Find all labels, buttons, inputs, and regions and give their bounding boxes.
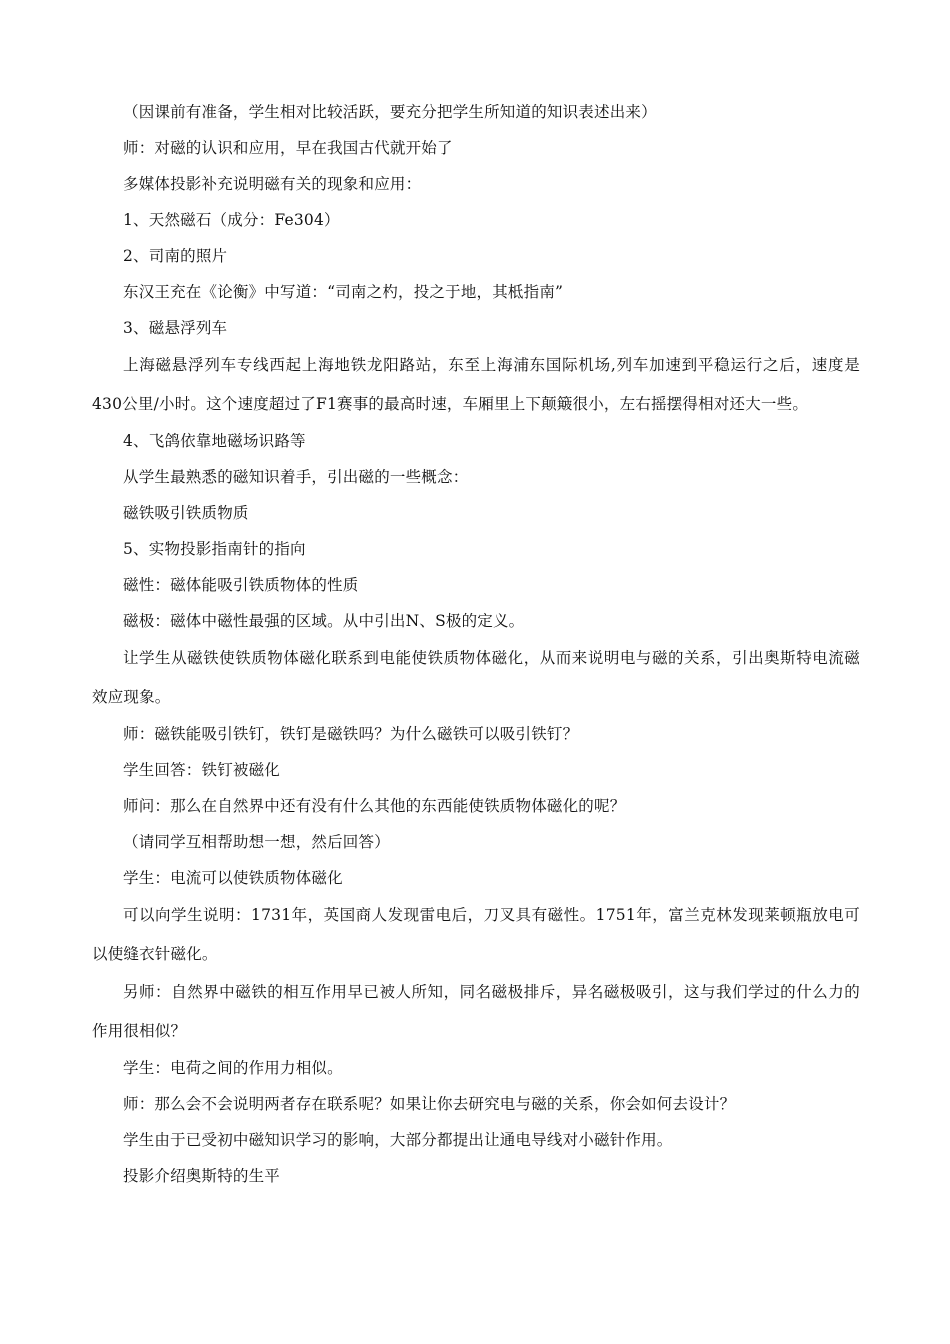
paragraph-concepts: 从学生最熟悉的磁知识着手，引出磁的一些概念：: [123, 468, 469, 486]
paragraph-item-2: 2、司南的照片: [123, 247, 228, 265]
paragraph-student-charge: 学生：电荷之间的作用力相似。: [123, 1059, 343, 1077]
paragraph-student-design: 学生由于已受初中磁知识学习的影响，大部分都提出让通电导线对小磁针作用。: [123, 1131, 673, 1149]
paragraph-teacher-question: 师：磁铁能吸引铁钉，铁钉是磁铁吗？为什么磁铁可以吸引铁钉？: [123, 725, 579, 743]
paragraph-teacher-asks: 师问：那么在自然界中还有没有什么其他的东西能使铁质物体磁化的呢？: [123, 797, 626, 815]
paragraph-student-answer: 学生回答：铁钉被磁化: [123, 761, 281, 779]
paragraph-item-4: 4、飞鸽依靠地磁场识路等: [123, 432, 306, 450]
paragraph-history: 可以向学生说明：1731年，英国商人发现雷电后，刀叉具有磁性。1751年，富兰克林发现莱顿瓶放电可以使缝衣针磁化。: [92, 906, 860, 963]
paragraph-pole-def: 磁极：磁体中磁性最强的区域。从中引出N、S极的定义。: [123, 612, 525, 630]
paragraph-teacher-force: 另师：自然界中磁铁的相互作用早已被人所知，同名磁极排斥，异名磁极吸引，这与我们学过的什么力的作用很相似？: [92, 983, 860, 1040]
paragraph-teacher-design: 师：那么会不会说明两者存在联系呢？如果让你去研究电与磁的关系，你会如何去设计？: [123, 1095, 736, 1113]
paragraph-magnet-attracts: 磁铁吸引铁质物质: [123, 504, 249, 522]
paragraph-item-1: 1、天然磁石（成分：Fe304）: [123, 211, 340, 229]
paragraph-item-5: 5、实物投影指南针的指向: [123, 540, 306, 558]
paragraph-oersted-link: 让学生从磁铁使铁质物体磁化联系到电能使铁质物体磁化，从而来说明电与磁的关系，引出奥斯特电流磁效应现象。: [92, 649, 860, 706]
paragraph-discussion-note: （请同学互相帮助想一想，然后回答）: [123, 833, 390, 851]
paragraph-magnetism-def: 磁性：磁体能吸引铁质物体的性质: [123, 576, 359, 594]
paragraph-prep-note: （因课前有准备，学生相对比较活跃，要充分把学生所知道的知识表述出来）: [123, 103, 657, 121]
paragraph-oersted-bio: 投影介绍奥斯特的生平: [123, 1167, 281, 1185]
paragraph-multimedia: 多媒体投影补充说明磁有关的现象和应用：: [123, 175, 422, 193]
paragraph-lunheng-quote: 东汉王充在《论衡》中写道：“司南之杓，投之于地，其柢指南”: [123, 283, 564, 301]
paragraph-maglev: 上海磁悬浮列车专线西起上海地铁龙阳路站，东至上海浦东国际机场,列车加速到平稳运行之后，速度是430公里/小时。这个速度超过了F1赛事的最高时速，车厢里上下颠簸很小，左右摇摆得相对还大一些。: [92, 356, 860, 413]
paragraph-student-current: 学生：电流可以使铁质物体磁化: [123, 869, 343, 887]
paragraph-item-3: 3、磁悬浮列车: [123, 319, 228, 337]
paragraph-teacher-intro: 师：对磁的认识和应用，早在我国古代就开始了: [123, 139, 453, 157]
